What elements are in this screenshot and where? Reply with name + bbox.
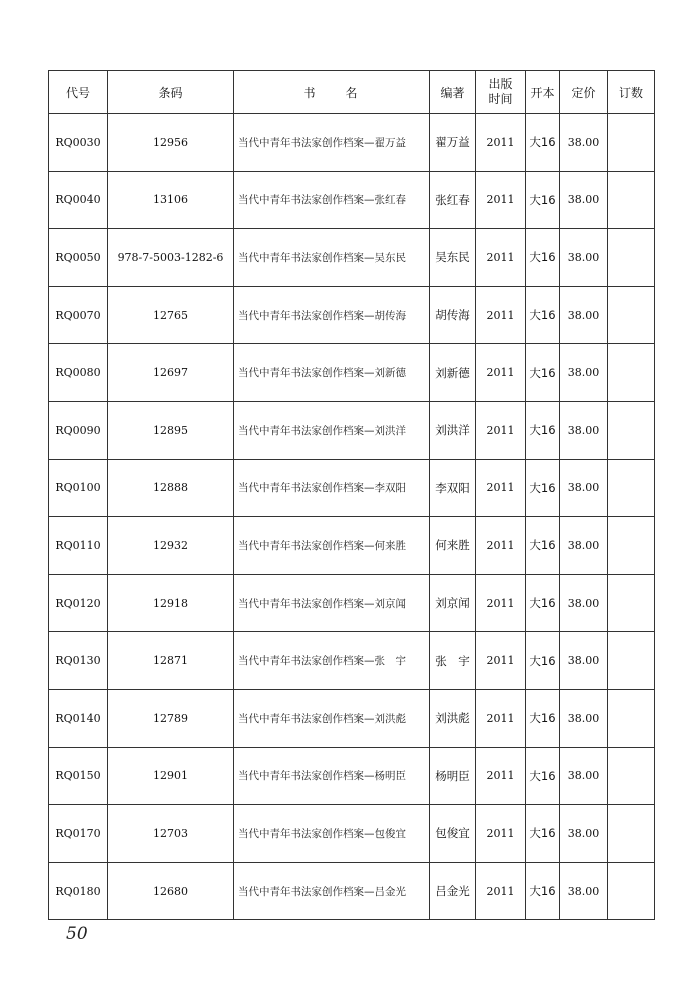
cell-title: 当代中青年书法家创作档案—胡传海 xyxy=(234,286,430,344)
cell-title: 当代中青年书法家创作档案—吕金光 xyxy=(234,862,430,920)
cell-orders[interactable] xyxy=(608,401,655,459)
cell-price: 38.00 xyxy=(560,517,608,575)
cell-price: 38.00 xyxy=(560,574,608,632)
table-row xyxy=(49,229,655,287)
cell-price: 38.00 xyxy=(560,171,608,229)
cell-format: 大16 xyxy=(526,286,560,344)
cell-orders[interactable] xyxy=(608,114,655,172)
cell-code: RQ0070 xyxy=(49,286,108,344)
cell-pub-year: 2011 xyxy=(476,632,526,690)
book-catalog-table xyxy=(48,70,655,920)
cell-barcode: 12680 xyxy=(108,862,234,920)
cell-barcode: 12918 xyxy=(108,574,234,632)
cell-price: 38.00 xyxy=(560,459,608,517)
table-row xyxy=(49,171,655,229)
cell-format: 大16 xyxy=(526,805,560,863)
cell-title: 当代中青年书法家创作档案—刘新德 xyxy=(234,344,430,402)
cell-format: 大16 xyxy=(526,689,560,747)
cell-pub-year: 2011 xyxy=(476,171,526,229)
cell-author: 吴东民 xyxy=(430,229,476,287)
table-row xyxy=(49,574,655,632)
cell-author: 吕金光 xyxy=(430,862,476,920)
cell-format: 大16 xyxy=(526,747,560,805)
cell-code: RQ0150 xyxy=(49,747,108,805)
cell-barcode: 12932 xyxy=(108,517,234,575)
cell-author: 何来胜 xyxy=(430,517,476,575)
cell-author: 翟万益 xyxy=(430,114,476,172)
cell-orders[interactable] xyxy=(608,517,655,575)
cell-author: 刘京闻 xyxy=(430,574,476,632)
header-price: 定价 xyxy=(560,71,608,114)
cell-format: 大16 xyxy=(526,517,560,575)
table-row xyxy=(49,401,655,459)
cell-pub-year: 2011 xyxy=(476,805,526,863)
cell-code: RQ0090 xyxy=(49,401,108,459)
header-author: 编著 xyxy=(430,71,476,114)
cell-title: 当代中青年书法家创作档案—杨明臣 xyxy=(234,747,430,805)
cell-pub-year: 2011 xyxy=(476,286,526,344)
cell-price: 38.00 xyxy=(560,401,608,459)
cell-orders[interactable] xyxy=(608,747,655,805)
cell-orders[interactable] xyxy=(608,459,655,517)
cell-barcode: 12697 xyxy=(108,344,234,402)
cell-author: 刘洪彪 xyxy=(430,689,476,747)
table-row xyxy=(49,114,655,172)
cell-title: 当代中青年书法家创作档案—张红春 xyxy=(234,171,430,229)
cell-barcode: 12901 xyxy=(108,747,234,805)
cell-orders[interactable] xyxy=(608,862,655,920)
table-row xyxy=(49,747,655,805)
table-row xyxy=(49,632,655,690)
cell-code: RQ0100 xyxy=(49,459,108,517)
cell-title: 当代中青年书法家创作档案—李双阳 xyxy=(234,459,430,517)
cell-price: 38.00 xyxy=(560,632,608,690)
header-format: 开本 xyxy=(526,71,560,114)
cell-barcode: 12956 xyxy=(108,114,234,172)
cell-pub-year: 2011 xyxy=(476,747,526,805)
table-row xyxy=(49,805,655,863)
header-pub-line1: 出版 xyxy=(488,77,513,91)
cell-title: 当代中青年书法家创作档案—刘京闻 xyxy=(234,574,430,632)
cell-pub-year: 2011 xyxy=(476,517,526,575)
cell-code: RQ0110 xyxy=(49,517,108,575)
cell-orders[interactable] xyxy=(608,286,655,344)
cell-code: RQ0170 xyxy=(49,805,108,863)
cell-author: 李双阳 xyxy=(430,459,476,517)
cell-format: 大16 xyxy=(526,632,560,690)
cell-code: RQ0140 xyxy=(49,689,108,747)
cell-barcode: 12895 xyxy=(108,401,234,459)
cell-barcode: 12703 xyxy=(108,805,234,863)
header-orders: 订数 xyxy=(608,71,655,114)
cell-pub-year: 2011 xyxy=(476,459,526,517)
cell-barcode: 978-7-5003-1282-6 xyxy=(108,229,234,287)
cell-price: 38.00 xyxy=(560,747,608,805)
cell-title: 当代中青年书法家创作档案—刘洪洋 xyxy=(234,401,430,459)
table-row xyxy=(49,459,655,517)
cell-barcode: 12789 xyxy=(108,689,234,747)
cell-pub-year: 2011 xyxy=(476,401,526,459)
cell-price: 38.00 xyxy=(560,689,608,747)
cell-pub-year: 2011 xyxy=(476,862,526,920)
cell-code: RQ0050 xyxy=(49,229,108,287)
cell-price: 38.00 xyxy=(560,344,608,402)
cell-code: RQ0180 xyxy=(49,862,108,920)
header-title: 书 名 xyxy=(234,71,430,114)
cell-pub-year: 2011 xyxy=(476,229,526,287)
cell-barcode: 12871 xyxy=(108,632,234,690)
cell-title: 当代中青年书法家创作档案—何来胜 xyxy=(234,517,430,575)
cell-format: 大16 xyxy=(526,171,560,229)
cell-orders[interactable] xyxy=(608,574,655,632)
cell-pub-year: 2011 xyxy=(476,344,526,402)
catalog-body xyxy=(49,114,655,920)
cell-title: 当代中青年书法家创作档案—吴东民 xyxy=(234,229,430,287)
table-row xyxy=(49,689,655,747)
cell-orders[interactable] xyxy=(608,632,655,690)
header-pub-line2: 时间 xyxy=(488,92,513,106)
cell-title: 当代中青年书法家创作档案—翟万益 xyxy=(234,114,430,172)
cell-orders[interactable] xyxy=(608,344,655,402)
cell-price: 38.00 xyxy=(560,114,608,172)
cell-author: 张 宇 xyxy=(430,632,476,690)
cell-format: 大16 xyxy=(526,459,560,517)
table-row xyxy=(49,286,655,344)
cell-orders[interactable] xyxy=(608,229,655,287)
page-number: 50 xyxy=(66,924,88,944)
cell-pub-year: 2011 xyxy=(476,114,526,172)
cell-author: 胡传海 xyxy=(430,286,476,344)
cell-title: 当代中青年书法家创作档案—包俊宜 xyxy=(234,805,430,863)
cell-orders[interactable] xyxy=(608,171,655,229)
cell-title: 当代中青年书法家创作档案—张 宇 xyxy=(234,632,430,690)
cell-format: 大16 xyxy=(526,344,560,402)
cell-code: RQ0030 xyxy=(49,114,108,172)
cell-author: 杨明臣 xyxy=(430,747,476,805)
cell-barcode: 12765 xyxy=(108,286,234,344)
cell-barcode: 13106 xyxy=(108,171,234,229)
cell-code: RQ0080 xyxy=(49,344,108,402)
cell-price: 38.00 xyxy=(560,229,608,287)
cell-price: 38.00 xyxy=(560,286,608,344)
cell-barcode: 12888 xyxy=(108,459,234,517)
cell-code: RQ0120 xyxy=(49,574,108,632)
cell-pub-year: 2011 xyxy=(476,689,526,747)
cell-price: 38.00 xyxy=(560,862,608,920)
cell-author: 刘洪洋 xyxy=(430,401,476,459)
cell-format: 大16 xyxy=(526,229,560,287)
table-row xyxy=(49,344,655,402)
table-row xyxy=(49,862,655,920)
header-barcode: 条码 xyxy=(108,71,234,114)
cell-author: 刘新德 xyxy=(430,344,476,402)
header-row xyxy=(49,71,655,114)
header-code: 代号 xyxy=(49,71,108,114)
cell-price: 38.00 xyxy=(560,805,608,863)
cell-author: 包俊宜 xyxy=(430,805,476,863)
table-row xyxy=(49,517,655,575)
header-pub-time xyxy=(476,71,526,114)
cell-author: 张红春 xyxy=(430,171,476,229)
cell-title: 当代中青年书法家创作档案—刘洪彪 xyxy=(234,689,430,747)
cell-format: 大16 xyxy=(526,114,560,172)
cell-code: RQ0040 xyxy=(49,171,108,229)
cell-format: 大16 xyxy=(526,574,560,632)
cell-format: 大16 xyxy=(526,862,560,920)
cell-code: RQ0130 xyxy=(49,632,108,690)
cell-orders[interactable] xyxy=(608,689,655,747)
cell-pub-year: 2011 xyxy=(476,574,526,632)
cell-format: 大16 xyxy=(526,401,560,459)
cell-orders[interactable] xyxy=(608,805,655,863)
